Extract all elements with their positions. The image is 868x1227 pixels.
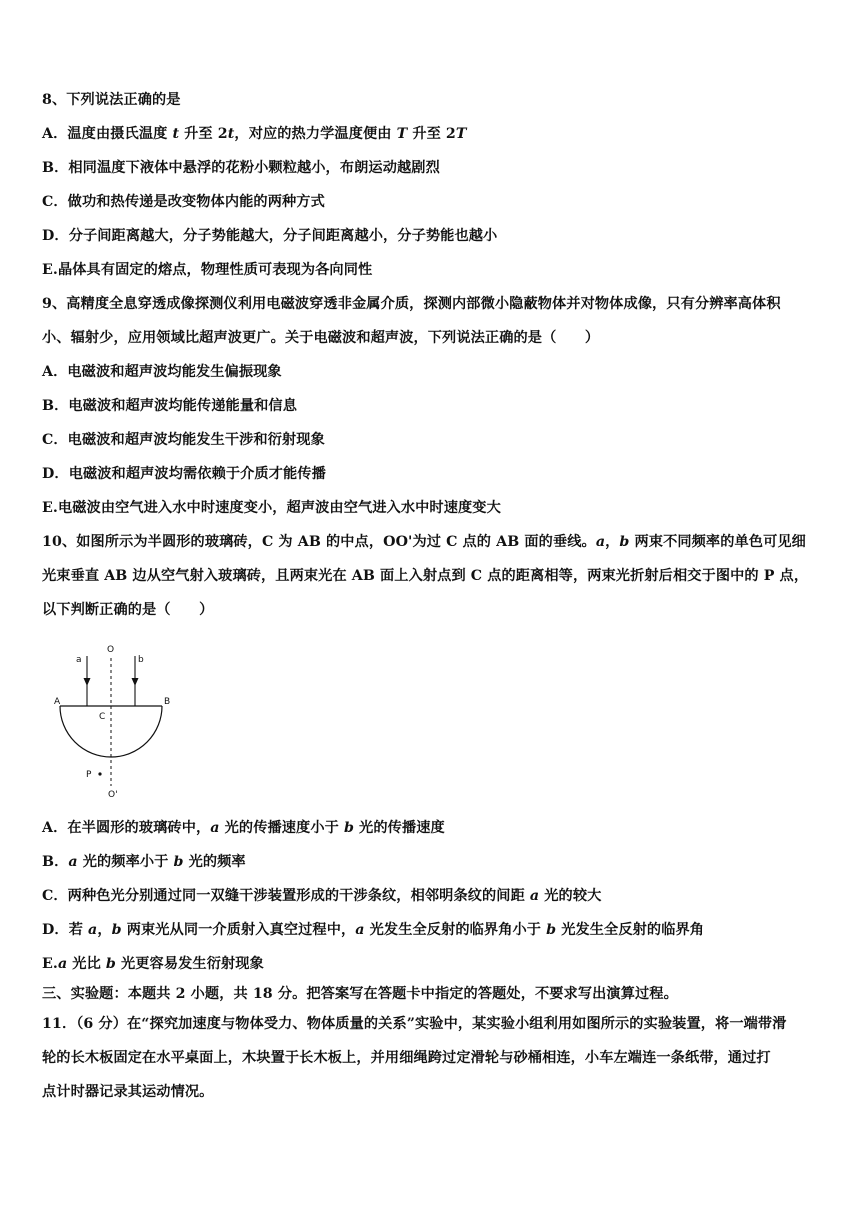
label-b: b — [138, 655, 144, 665]
q10-option-c: C．两种色光分别通过同一双缝干涉装置形成的干涉条纹，相邻明条纹的间距 a 光的较大 — [42, 888, 602, 904]
label-b-point: B — [164, 697, 171, 707]
q10-stem-line-2: 光束垂直 AB 边从空气射入玻璃砖，且两束光在 AB 面上入射点到 C 点的距离相等，两束光折射后相交于图中的 P 点， — [42, 568, 809, 584]
q11-line-2: 轮的长木板固定在水平桌面上，木块置于长木板上，并用细绳跨过定滑轮与砂桶相连，小车左端连一条纸带，通过打 — [42, 1050, 771, 1066]
q10-option-a: A．在半圆形的玻璃砖中，a 光的传播速度小于 b 光的传播速度 — [42, 820, 445, 836]
q9-stem-line-1: 9、高精度全息穿透成像探测仪利用电磁波穿透非金属介质，探测内部微小隐蔽物体并对物体成像，只有分辨率高体积 — [42, 296, 781, 312]
q9-option-a: A．电磁波和超声波均能发生偏振现象 — [42, 364, 282, 380]
q10-option-b: B．a 光的频率小于 b 光的频率 — [42, 854, 246, 870]
point-p-dot — [98, 772, 101, 775]
label-a-point: A — [54, 697, 61, 707]
label-a: a — [76, 655, 82, 665]
label-o-prime: O' — [108, 790, 118, 800]
q11-line-3: 点计时器记录其运动情况。 — [42, 1084, 214, 1100]
label-o: O — [107, 645, 115, 655]
q9-option-c: C．电磁波和超声波均能发生干涉和衍射现象 — [42, 432, 325, 448]
section-3-heading: 三、实验题：本题共 2 小题，共 18 分。把答案写在答题卡中指定的答题处，不要求写出演算过程。 — [42, 986, 678, 1002]
q10-stem-line-1: 10、如图所示为半圆形的玻璃砖，C 为 AB 的中点，OO'为过 C 点的 AB 面的垂线。a，b 两束不同频率的单色可见细 — [42, 534, 806, 550]
q8-option-c: C．做功和热传递是改变物体内能的两种方式 — [42, 194, 325, 210]
q9-stem-line-2: 小、辐射少，应用领域比超声波更广。关于电磁波和超声波，下列说法正确的是（ ） — [42, 330, 600, 346]
q8-option-e: E.晶体具有固定的熔点，物理性质可表现为各向同性 — [42, 262, 373, 278]
ray-b-arrow-icon — [132, 678, 139, 686]
q9-option-e: E.电磁波由空气进入水中时速度变小，超声波由空气进入水中时速度变大 — [42, 500, 501, 516]
q11-line-1: 11．（6 分）在“探究加速度与物体受力、物体质量的关系”实验中，某实验小组利用如图所示的实验装置，将一端带滑 — [42, 1016, 787, 1032]
semicircle-glass-diagram — [52, 640, 182, 805]
q9-option-b: B．电磁波和超声波均能传递能量和信息 — [42, 398, 297, 414]
q8-option-a: A．温度由摄氏温度 t 升至 2t，对应的热力学温度便由 T 升至 2T — [42, 126, 467, 142]
q10-option-e: E.a 光比 b 光更容易发生衍射现象 — [42, 956, 264, 972]
q10-stem-line-3: 以下判断正确的是（ ） — [42, 602, 214, 618]
ray-a-arrow-icon — [84, 678, 91, 686]
label-p: P — [86, 770, 92, 780]
q8-option-b: B．相同温度下液体中悬浮的花粉小颗粒越小，布朗运动越剧烈 — [42, 160, 440, 176]
q8-option-d: D．分子间距离越大，分子势能越大，分子间距离越小，分子势能也越小 — [42, 228, 498, 244]
q8-stem: 8、下列说法正确的是 — [42, 92, 181, 108]
label-c: C — [99, 712, 106, 722]
q9-option-d: D．电磁波和超声波均需依赖于介质才能传播 — [42, 466, 326, 482]
q10-option-d: D．若 a，b 两束光从同一介质射入真空过程中，a 光发生全反射的临界角小于 b 光发生全反射的临界角 — [42, 922, 705, 938]
